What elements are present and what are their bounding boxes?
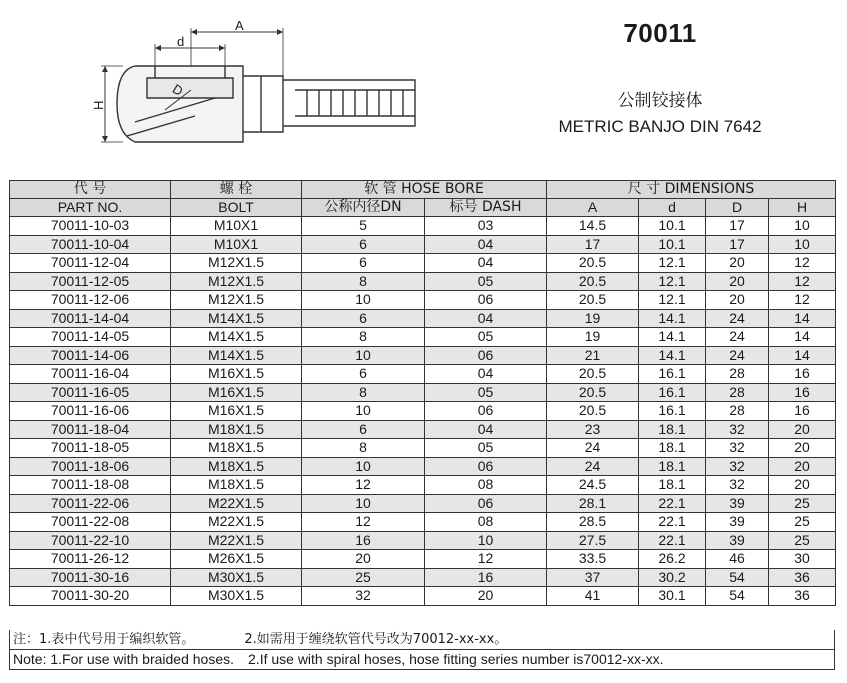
- cell-dash: 05: [425, 439, 547, 458]
- header-dash: 标号 DASH: [425, 199, 547, 217]
- cell-d-big: 39: [706, 531, 769, 550]
- cell-part-no: 70011-18-06: [10, 457, 171, 476]
- cell-dn: 8: [302, 439, 425, 458]
- cell-dash: 16: [425, 568, 547, 587]
- cell-d-small: 12.1: [639, 291, 706, 310]
- cell-d-small: 14.1: [639, 328, 706, 347]
- cell-d-big: 54: [706, 568, 769, 587]
- cell-bolt: M30X1.5: [171, 587, 302, 606]
- cell-d-small: 22.1: [639, 494, 706, 513]
- cell-h: 20: [769, 420, 836, 439]
- cell-h: 25: [769, 494, 836, 513]
- cell-h: 14: [769, 346, 836, 365]
- cell-part-no: 70011-18-04: [10, 420, 171, 439]
- cell-bolt: M12X1.5: [171, 254, 302, 273]
- table-body: [10, 217, 836, 606]
- cell-bolt: M14X1.5: [171, 346, 302, 365]
- cell-d-big: 39: [706, 513, 769, 532]
- cell-d-big: 17: [706, 235, 769, 254]
- table-row: [10, 420, 836, 439]
- cell-h: 36: [769, 587, 836, 606]
- cell-bolt: M18X1.5: [171, 457, 302, 476]
- header-bolt-cn: 螺 栓: [171, 181, 302, 199]
- cell-a: 37: [547, 568, 639, 587]
- table-row: [10, 494, 836, 513]
- cell-h: 16: [769, 402, 836, 421]
- cell-bolt: M22X1.5: [171, 531, 302, 550]
- header-part-cn: 代 号: [10, 181, 171, 199]
- cell-bolt: M22X1.5: [171, 494, 302, 513]
- cell-dash: 05: [425, 328, 547, 347]
- cell-bolt: M16X1.5: [171, 383, 302, 402]
- cell-bolt: M12X1.5: [171, 291, 302, 310]
- cell-part-no: 70011-30-20: [10, 587, 171, 606]
- table-row: [10, 254, 836, 273]
- cell-dn: 10: [302, 402, 425, 421]
- cell-dn: 6: [302, 309, 425, 328]
- cell-dn: 20: [302, 550, 425, 569]
- cell-dash: 12: [425, 550, 547, 569]
- title-english: METRIC BANJO DIN 7642: [558, 117, 762, 136]
- header-dn: 公称内径DN: [302, 199, 425, 217]
- cell-part-no: 70011-12-04: [10, 254, 171, 273]
- cell-d-small: 10.1: [639, 235, 706, 254]
- cell-d-small: 18.1: [639, 439, 706, 458]
- cell-a: 41: [547, 587, 639, 606]
- cell-d-big: 24: [706, 309, 769, 328]
- cell-part-no: 70011-16-04: [10, 365, 171, 384]
- table-row: [10, 402, 836, 421]
- cell-dash: 20: [425, 587, 547, 606]
- table-row: [10, 217, 836, 236]
- cell-d-small: 18.1: [639, 420, 706, 439]
- table-row: [10, 513, 836, 532]
- cell-d-big: 28: [706, 365, 769, 384]
- cell-h: 25: [769, 531, 836, 550]
- cell-dash: 04: [425, 254, 547, 273]
- cell-dn: 25: [302, 568, 425, 587]
- cell-h: 25: [769, 513, 836, 532]
- cell-bolt: M10X1: [171, 235, 302, 254]
- note-chinese: [9, 630, 835, 650]
- cell-a: 33.5: [547, 550, 639, 569]
- cell-dash: 03: [425, 217, 547, 236]
- cell-bolt: M26X1.5: [171, 550, 302, 569]
- table-row: [10, 365, 836, 384]
- cell-part-no: 70011-16-06: [10, 402, 171, 421]
- header-col-d-small: d: [639, 199, 706, 217]
- cell-part-no: 70011-18-05: [10, 439, 171, 458]
- cell-part-no: 70011-14-05: [10, 328, 171, 347]
- cell-dash: 06: [425, 457, 547, 476]
- cell-bolt: M18X1.5: [171, 439, 302, 458]
- cell-a: 17: [547, 235, 639, 254]
- cell-dn: 6: [302, 420, 425, 439]
- cell-part-no: 70011-22-10: [10, 531, 171, 550]
- cell-d-big: 24: [706, 346, 769, 365]
- dim-label-d-big: D: [170, 81, 186, 99]
- cell-d-small: 14.1: [639, 309, 706, 328]
- table-row: [10, 383, 836, 402]
- note-cn-1: 注：1.表中代号用于编织软管。: [13, 632, 195, 647]
- cell-h: 20: [769, 457, 836, 476]
- table-row: [10, 531, 836, 550]
- cell-a: 19: [547, 309, 639, 328]
- cell-d-small: 30.2: [639, 568, 706, 587]
- cell-part-no: 70011-18-08: [10, 476, 171, 495]
- dim-label-a: A: [235, 18, 244, 33]
- cell-a: 21: [547, 346, 639, 365]
- cell-dn: 12: [302, 513, 425, 532]
- cell-d-big: 20: [706, 254, 769, 273]
- cell-bolt: M14X1.5: [171, 328, 302, 347]
- dim-label-h: H: [91, 100, 106, 110]
- cell-d-big: 32: [706, 420, 769, 439]
- cell-dash: 06: [425, 402, 547, 421]
- title-chinese: 公制铰接体: [617, 91, 703, 111]
- table-row: [10, 476, 836, 495]
- cell-dash: 04: [425, 309, 547, 328]
- header-col-h: H: [769, 199, 836, 217]
- cell-d-small: 16.1: [639, 383, 706, 402]
- cell-h: 10: [769, 235, 836, 254]
- cell-a: 28.5: [547, 513, 639, 532]
- cell-d-big: 20: [706, 291, 769, 310]
- cell-dash: 08: [425, 476, 547, 495]
- banjo-fitting-drawing: [91, 18, 425, 168]
- cell-h: 16: [769, 383, 836, 402]
- cell-h: 14: [769, 309, 836, 328]
- table-row: [10, 587, 836, 606]
- table-row: [10, 328, 836, 347]
- cell-h: 16: [769, 365, 836, 384]
- cell-d-big: 32: [706, 457, 769, 476]
- cell-dn: 8: [302, 383, 425, 402]
- cell-part-no: 70011-30-16: [10, 568, 171, 587]
- cell-d-small: 22.1: [639, 531, 706, 550]
- cell-a: 20.5: [547, 365, 639, 384]
- cell-h: 14: [769, 328, 836, 347]
- cell-bolt: M16X1.5: [171, 402, 302, 421]
- cell-a: 20.5: [547, 291, 639, 310]
- cell-d-big: 32: [706, 476, 769, 495]
- cell-d-big: 39: [706, 494, 769, 513]
- cell-dn: 6: [302, 254, 425, 273]
- cell-a: 27.5: [547, 531, 639, 550]
- cell-dash: 06: [425, 494, 547, 513]
- table-row: [10, 439, 836, 458]
- cell-a: 19: [547, 328, 639, 347]
- cell-dn: 6: [302, 235, 425, 254]
- cell-h: 20: [769, 476, 836, 495]
- cell-dn: 10: [302, 346, 425, 365]
- table-row: [10, 291, 836, 310]
- header-col-d-big: D: [706, 199, 769, 217]
- cell-a: 20.5: [547, 254, 639, 273]
- cell-d-big: 32: [706, 439, 769, 458]
- cell-d-small: 30.1: [639, 587, 706, 606]
- cell-part-no: 70011-12-06: [10, 291, 171, 310]
- cell-d-small: 18.1: [639, 476, 706, 495]
- cell-dn: 8: [302, 272, 425, 291]
- cell-part-no: 70011-26-12: [10, 550, 171, 569]
- cell-d-big: 20: [706, 272, 769, 291]
- cell-dash: 08: [425, 513, 547, 532]
- cell-d-small: 14.1: [639, 346, 706, 365]
- table-row: [10, 309, 836, 328]
- cell-dash: 06: [425, 291, 547, 310]
- cell-dn: 6: [302, 365, 425, 384]
- header-part-en: PART NO.: [10, 199, 171, 217]
- cell-dn: 5: [302, 217, 425, 236]
- cell-h: 36: [769, 568, 836, 587]
- cell-d-big: 24: [706, 328, 769, 347]
- header-col-a: A: [547, 199, 639, 217]
- cell-part-no: 70011-14-04: [10, 309, 171, 328]
- cell-part-no: 70011-16-05: [10, 383, 171, 402]
- cell-dn: 16: [302, 531, 425, 550]
- cell-d-small: 10.1: [639, 217, 706, 236]
- table-row: [10, 272, 836, 291]
- cell-d-small: 26.2: [639, 550, 706, 569]
- note-cn-2: 2.如需用于缠绕软管代号改为70012-xx-xx。: [244, 632, 508, 647]
- cell-d-small: 12.1: [639, 254, 706, 273]
- cell-bolt: M16X1.5: [171, 365, 302, 384]
- cell-bolt: M14X1.5: [171, 309, 302, 328]
- cell-bolt: M12X1.5: [171, 272, 302, 291]
- cell-a: 24: [547, 457, 639, 476]
- specification-table: [9, 180, 836, 606]
- cell-part-no: 70011-22-08: [10, 513, 171, 532]
- cell-bolt: M10X1: [171, 217, 302, 236]
- cell-dn: 10: [302, 291, 425, 310]
- cell-d-big: 28: [706, 383, 769, 402]
- note-en-1: Note: 1.For use with braided hoses.: [13, 651, 235, 667]
- cell-d-big: 28: [706, 402, 769, 421]
- note-en-2: 2.If use with spiral hoses, hose fitting series number is70012-xx-xx.: [248, 651, 664, 667]
- cell-d-small: 12.1: [639, 272, 706, 291]
- cell-part-no: 70011-10-03: [10, 217, 171, 236]
- cell-dash: 05: [425, 383, 547, 402]
- header-hose-bore: 软 管 HOSE BORE: [302, 181, 547, 199]
- cell-dash: 10: [425, 531, 547, 550]
- cell-dash: 06: [425, 346, 547, 365]
- cell-a: 24: [547, 439, 639, 458]
- header-bolt-en: BOLT: [171, 199, 302, 217]
- cell-d-small: 16.1: [639, 365, 706, 384]
- cell-dn: 32: [302, 587, 425, 606]
- table-row: [10, 457, 836, 476]
- cell-d-big: 17: [706, 217, 769, 236]
- model-number: 70011: [623, 18, 697, 48]
- cell-d-big: 46: [706, 550, 769, 569]
- cell-a: 23: [547, 420, 639, 439]
- cell-bolt: M22X1.5: [171, 513, 302, 532]
- cell-part-no: 70011-14-06: [10, 346, 171, 365]
- cell-h: 20: [769, 439, 836, 458]
- table-row: [10, 550, 836, 569]
- cell-h: 30: [769, 550, 836, 569]
- dim-label-d-small: d: [177, 34, 185, 49]
- cell-bolt: M30X1.5: [171, 568, 302, 587]
- cell-bolt: M18X1.5: [171, 476, 302, 495]
- table-row: [10, 346, 836, 365]
- cell-dn: 10: [302, 494, 425, 513]
- cell-a: 24.5: [547, 476, 639, 495]
- cell-a: 20.5: [547, 272, 639, 291]
- cell-part-no: 70011-10-04: [10, 235, 171, 254]
- cell-d-big: 54: [706, 587, 769, 606]
- table-row: [10, 568, 836, 587]
- cell-a: 14.5: [547, 217, 639, 236]
- cell-part-no: 70011-22-06: [10, 494, 171, 513]
- note-english: [9, 650, 835, 670]
- cell-d-small: 18.1: [639, 457, 706, 476]
- cell-h: 10: [769, 217, 836, 236]
- cell-dn: 10: [302, 457, 425, 476]
- cell-dash: 05: [425, 272, 547, 291]
- cell-dash: 04: [425, 365, 547, 384]
- cell-dn: 12: [302, 476, 425, 495]
- cell-dn: 8: [302, 328, 425, 347]
- cell-h: 12: [769, 272, 836, 291]
- cell-a: 28.1: [547, 494, 639, 513]
- cell-dash: 04: [425, 235, 547, 254]
- cell-d-small: 16.1: [639, 402, 706, 421]
- cell-dash: 04: [425, 420, 547, 439]
- cell-part-no: 70011-12-05: [10, 272, 171, 291]
- cell-bolt: M18X1.5: [171, 420, 302, 439]
- cell-a: 20.5: [547, 402, 639, 421]
- table-row: [10, 235, 836, 254]
- cell-h: 12: [769, 254, 836, 273]
- cell-a: 20.5: [547, 383, 639, 402]
- header-dimensions: 尺 寸 DIMENSIONS: [547, 181, 836, 199]
- cell-d-small: 22.1: [639, 513, 706, 532]
- cell-h: 12: [769, 291, 836, 310]
